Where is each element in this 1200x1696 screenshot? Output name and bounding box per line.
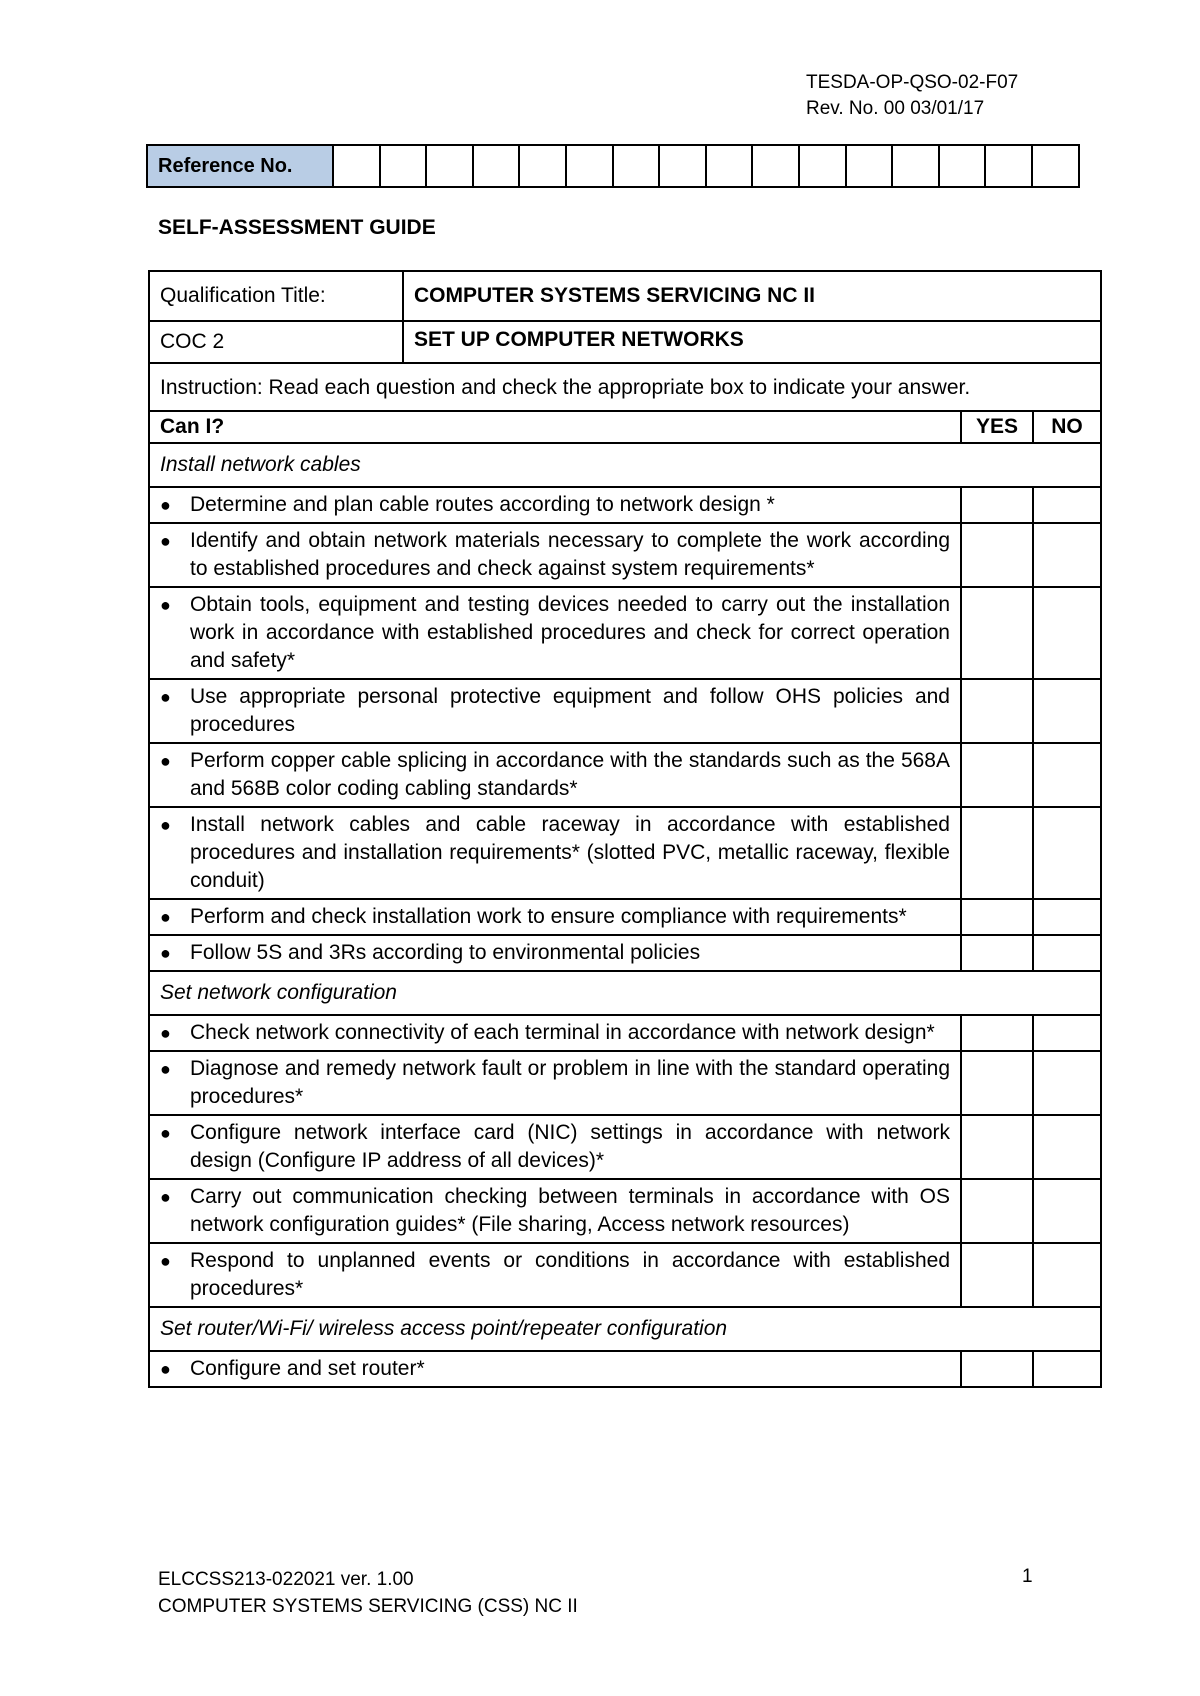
assessment-item [149,1243,961,1307]
form-header [806,70,1018,122]
no-checkbox[interactable] [1033,935,1101,971]
section-heading: Set network configuration [149,971,1101,1015]
reference-digit-box[interactable] [985,145,1032,187]
assessment-item-row [149,1115,1101,1179]
no-checkbox[interactable] [1033,1115,1101,1179]
bullet-icon: ● [160,531,171,551]
no-checkbox[interactable] [1033,523,1101,587]
coc-value: SET UP COMPUTER NETWORKS [403,321,1101,363]
coc-row [149,321,1101,363]
section-heading-row [149,971,1101,1015]
yes-checkbox[interactable] [961,1051,1033,1115]
assessment-item-row [149,523,1101,587]
assessment-item-text: Install network cables and cable raceway in accordance with established procedures and installation requirements* (slotted PVC, metallic raceway, flexible conduit) [190,813,950,892]
reference-digit-box[interactable] [380,145,427,187]
reference-digit-box[interactable] [473,145,520,187]
section-heading: Set router/Wi-Fi/ wireless access point/repeater configuration [149,1307,1101,1351]
yes-checkbox[interactable] [961,1243,1033,1307]
no-checkbox[interactable] [1033,743,1101,807]
bullet-icon: ● [160,751,171,771]
no-checkbox[interactable] [1033,899,1101,935]
no-checkbox[interactable] [1033,807,1101,899]
assessment-item [149,587,961,679]
instruction-text: Instruction: Read each question and check the appropriate box to indicate your answer. [149,363,1101,411]
coc-label: COC 2 [149,321,403,363]
no-checkbox[interactable] [1033,679,1101,743]
bullet-icon: ● [160,1059,171,1079]
assessment-item-text: Obtain tools, equipment and testing devices needed to carry out the installation work in accordance with established procedures and check for correct operation and safety* [190,593,950,672]
yes-checkbox[interactable] [961,487,1033,523]
yes-checkbox[interactable] [961,1115,1033,1179]
assessment-item-row [149,1243,1101,1307]
assessment-item-text: Use appropriate personal protective equipment and follow OHS policies and procedures [190,685,950,736]
assessment-item [149,899,961,935]
reference-digit-box[interactable] [659,145,706,187]
bullet-icon: ● [160,815,171,835]
section-heading: Install network cables [149,443,1101,487]
no-checkbox[interactable] [1033,587,1101,679]
no-checkbox[interactable] [1033,1015,1101,1051]
qualification-value: COMPUTER SYSTEMS SERVICING NC II [403,271,1101,321]
assessment-item-text: Carry out communication checking between terminals in accordance with OS network configuration guides* (File sharing, Access network resources) [190,1185,950,1236]
self-assessment-table [148,270,1102,1388]
assessment-item-text: Respond to unplanned events or conditions in accordance with established procedures* [190,1249,950,1300]
bullet-icon: ● [160,1359,171,1379]
bullet-icon: ● [160,687,171,707]
assessment-item-row [149,807,1101,899]
assessment-item [149,1179,961,1243]
assessment-item-row [149,1179,1101,1243]
no-checkbox[interactable] [1033,1051,1101,1115]
bullet-icon: ● [160,1187,171,1207]
assessment-item-text: Configure network interface card (NIC) settings in accordance with network design (Configure IP address of all devices)* [190,1121,950,1172]
no-checkbox[interactable] [1033,487,1101,523]
assessment-item [149,523,961,587]
assessment-item-text: Configure and set router* [190,1357,425,1380]
question-column-header: Can I? [149,411,961,443]
assessment-item-text: Perform copper cable splicing in accordance with the standards such as the 568A and 568B color coding cabling standards* [190,749,950,800]
reference-digit-box[interactable] [1032,145,1079,187]
assessment-item [149,679,961,743]
yes-checkbox[interactable] [961,587,1033,679]
assessment-item [149,743,961,807]
reference-digit-box[interactable] [799,145,846,187]
yes-checkbox[interactable] [961,1179,1033,1243]
bullet-icon: ● [160,1123,171,1143]
no-checkbox[interactable] [1033,1243,1101,1307]
yes-checkbox[interactable] [961,1015,1033,1051]
assessment-item-text: Identify and obtain network materials necessary to complete the work according to established procedures and check against system requirements* [190,529,950,580]
yes-checkbox[interactable] [961,743,1033,807]
yes-column-header: YES [961,411,1033,443]
assessment-item-row [149,1051,1101,1115]
assessment-item [149,1051,961,1115]
reference-digit-box[interactable] [519,145,566,187]
revision-number: Rev. No. 00 03/01/17 [806,98,985,119]
assessment-item-text: Perform and check installation work to ensure compliance with requirements* [190,905,907,928]
section-heading-row [149,443,1101,487]
instruction-row [149,363,1101,411]
qualification-row [149,271,1101,321]
reference-row [147,145,1079,187]
assessment-item [149,1015,961,1051]
reference-digit-box[interactable] [892,145,939,187]
reference-number-table [146,144,1080,188]
assessment-item-row [149,587,1101,679]
assessment-item-text: Determine and plan cable routes according to network design * [190,493,775,516]
bullet-icon: ● [160,1023,171,1043]
reference-digit-box[interactable] [706,145,753,187]
assessment-item-text: Follow 5S and 3Rs according to environmental policies [190,941,701,964]
section-heading-row [149,1307,1101,1351]
reference-digit-box[interactable] [939,145,986,187]
no-checkbox[interactable] [1033,1351,1101,1387]
footer-qualification: COMPUTER SYSTEMS SERVICING (CSS) NC II [158,1596,578,1617]
assessment-item-row [149,935,1101,971]
column-header-row [149,411,1101,443]
assessment-item [149,807,961,899]
reference-digit-box[interactable] [613,145,660,187]
assessment-item-row [149,899,1101,935]
page-title: SELF-ASSESSMENT GUIDE [158,216,436,239]
reference-digit-box[interactable] [426,145,473,187]
bullet-icon: ● [160,1251,171,1271]
reference-digit-box[interactable] [846,145,893,187]
yes-checkbox[interactable] [961,679,1033,743]
assessment-item-row [149,487,1101,523]
assessment-item-text: Check network connectivity of each terminal in accordance with network design* [190,1021,935,1044]
no-checkbox[interactable] [1033,1179,1101,1243]
assessment-item-row [149,1351,1101,1387]
assessment-item [149,487,961,523]
assessment-item-row [149,1015,1101,1051]
footer-doc-id: ELCCSS213-022021 ver. 1.00 [158,1569,414,1590]
assessment-item [149,935,961,971]
yes-checkbox[interactable] [961,935,1033,971]
assessment-item [149,1351,961,1387]
reference-digit-box[interactable] [752,145,799,187]
reference-digit-box[interactable] [333,145,380,187]
footer [158,1566,578,1620]
assessment-item [149,1115,961,1179]
assessment-item-text: Diagnose and remedy network fault or problem in line with the standard operating procedures* [190,1057,950,1108]
assessment-item-row [149,679,1101,743]
assessment-item-row [149,743,1101,807]
bullet-icon: ● [160,907,171,927]
reference-digit-box[interactable] [566,145,613,187]
bullet-icon: ● [160,943,171,963]
yes-checkbox[interactable] [961,807,1033,899]
form-code: TESDA-OP-QSO-02-F07 [806,72,1019,93]
qualification-label: Qualification Title: [149,271,403,321]
yes-checkbox[interactable] [961,1351,1033,1387]
bullet-icon: ● [160,595,171,615]
bullet-icon: ● [160,495,171,515]
reference-label: Reference No. [147,145,333,187]
page-number: 1 [1022,1566,1033,1587]
no-column-header: NO [1033,411,1101,443]
yes-checkbox[interactable] [961,523,1033,587]
yes-checkbox[interactable] [961,899,1033,935]
